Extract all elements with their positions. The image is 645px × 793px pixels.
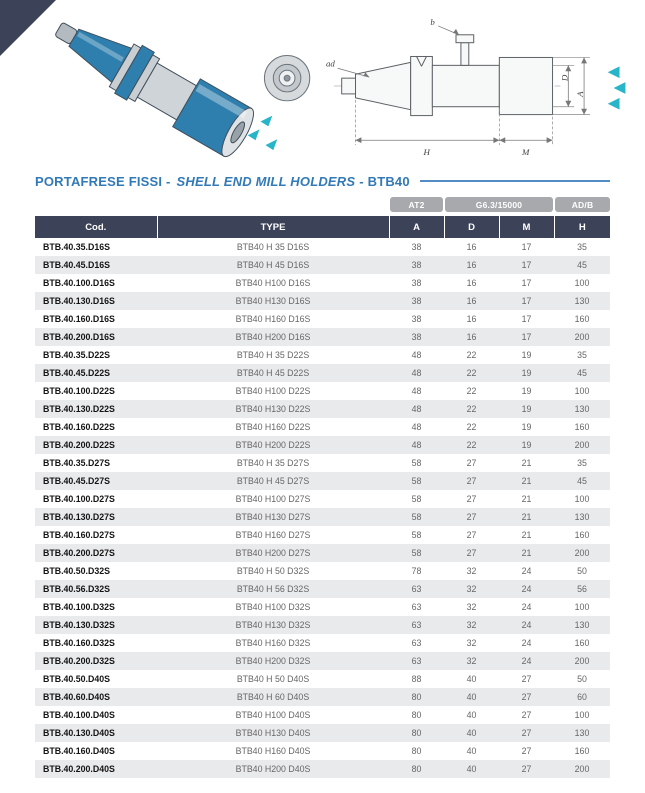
a-cell: 38 xyxy=(411,314,422,324)
type-cell: BTB40 H160 D16S xyxy=(235,314,311,324)
d-cell: 40 xyxy=(466,746,477,756)
d-cell: 32 xyxy=(466,638,477,648)
d-cell: 40 xyxy=(466,692,477,702)
d-cell: 16 xyxy=(466,278,477,288)
m-cell: 21 xyxy=(521,548,532,558)
a-cell: 80 xyxy=(411,728,422,738)
type-cell: BTB40 H 45 D16S xyxy=(236,260,310,270)
m-cell: 19 xyxy=(521,350,532,360)
d-cell: 22 xyxy=(466,386,477,396)
badge-adb: AD/B xyxy=(555,197,610,212)
a-cell: 63 xyxy=(411,638,422,648)
table-row xyxy=(35,742,610,760)
cod-cell: BTB.40.160.D22S xyxy=(43,422,115,432)
h-cell: 160 xyxy=(574,314,590,324)
d-cell: 40 xyxy=(466,674,477,684)
h-cell: 160 xyxy=(574,746,590,756)
a-cell: 80 xyxy=(411,710,422,720)
table-row xyxy=(35,328,610,346)
m-cell: 19 xyxy=(521,404,532,414)
m-cell: 24 xyxy=(521,584,532,594)
cod-cell: BTB.40.130.D40S xyxy=(43,728,115,738)
type-cell: BTB40 H200 D32S xyxy=(235,656,311,666)
type-cell: BTB40 H100 D40S xyxy=(235,710,311,720)
d-cell: 27 xyxy=(466,512,477,522)
a-cell: 58 xyxy=(411,458,422,468)
a-cell: 58 xyxy=(411,512,422,522)
a-cell: 48 xyxy=(411,350,422,360)
cod-cell: BTB.40.50.D32S xyxy=(43,566,110,576)
type-cell: BTB40 H160 D27S xyxy=(235,530,311,540)
m-cell: 27 xyxy=(521,674,532,684)
table-row xyxy=(35,526,610,544)
type-cell: BTB40 H200 D16S xyxy=(235,332,311,342)
m-cell: 19 xyxy=(521,386,532,396)
badge-at2: AT2 xyxy=(390,197,443,212)
cod-cell: BTB.40.130.D27S xyxy=(43,512,115,522)
d-cell: 40 xyxy=(466,710,477,720)
h-cell: 60 xyxy=(577,692,587,702)
h-cell: 200 xyxy=(574,440,590,450)
type-cell: BTB40 H200 D27S xyxy=(235,548,311,558)
m-cell: 17 xyxy=(521,296,532,306)
cod-cell: BTB.40.45.D22S xyxy=(43,368,110,378)
m-cell: 24 xyxy=(521,656,532,666)
h-cell: 100 xyxy=(574,386,590,396)
h-cell: 50 xyxy=(577,674,587,684)
a-cell: 58 xyxy=(411,494,422,504)
a-cell: 80 xyxy=(411,764,422,774)
m-cell: 21 xyxy=(521,476,532,486)
h-cell: 130 xyxy=(574,512,590,522)
holder-3d-render xyxy=(26,8,322,168)
page-title xyxy=(35,174,410,189)
d-cell: 40 xyxy=(466,764,477,774)
cod-cell: BTB.40.200.D22S xyxy=(43,440,115,450)
type-cell: BTB40 H130 D27S xyxy=(235,512,311,522)
h-cell: 50 xyxy=(577,566,587,576)
table-row xyxy=(35,472,610,490)
table-row xyxy=(35,706,610,724)
d-cell: 22 xyxy=(466,422,477,432)
table-row xyxy=(35,454,610,472)
dim-label-A: A xyxy=(574,91,585,97)
d-cell: 16 xyxy=(466,332,477,342)
spec-badge-row xyxy=(35,197,610,212)
header-type: TYPE xyxy=(157,216,389,238)
table-row xyxy=(35,292,610,310)
m-cell: 21 xyxy=(521,494,532,504)
h-cell: 130 xyxy=(574,404,590,414)
m-cell: 21 xyxy=(521,458,532,468)
type-cell: BTB40 H130 D22S xyxy=(235,404,311,414)
table-row xyxy=(35,364,610,382)
d-cell: 16 xyxy=(466,260,477,270)
h-cell: 45 xyxy=(577,368,587,378)
table-body xyxy=(35,238,610,778)
type-cell: BTB40 H 35 D27S xyxy=(236,458,310,468)
header-m: M xyxy=(499,216,554,238)
a-cell: 80 xyxy=(411,746,422,756)
m-cell: 24 xyxy=(521,566,532,576)
m-cell: 27 xyxy=(521,728,532,738)
illustration-area xyxy=(0,0,645,166)
table-row xyxy=(35,580,610,598)
coolant-arrows-icon xyxy=(607,66,625,109)
cod-cell: BTB.40.200.D16S xyxy=(43,332,115,342)
dim-label-b: b xyxy=(429,16,435,27)
d-cell: 27 xyxy=(466,494,477,504)
h-cell: 45 xyxy=(577,476,587,486)
type-cell: BTB40 H100 D32S xyxy=(235,602,311,612)
d-cell: 32 xyxy=(466,656,477,666)
cod-cell: BTB.40.160.D16S xyxy=(43,314,115,324)
a-cell: 58 xyxy=(411,476,422,486)
title-italian: PORTAFRESE FISSI - xyxy=(35,173,171,189)
section-title-row xyxy=(35,172,610,190)
cod-cell: BTB.40.200.D32S xyxy=(43,656,115,666)
badge-balancing: G6.3/15000 xyxy=(445,197,553,212)
m-cell: 19 xyxy=(521,368,532,378)
d-cell: 16 xyxy=(466,314,477,324)
cod-cell: BTB.40.45.D16S xyxy=(43,260,110,270)
title-model: - BTB40 xyxy=(359,173,410,189)
d-cell: 27 xyxy=(466,548,477,558)
d-cell: 27 xyxy=(466,458,477,468)
cod-cell: BTB.40.100.D40S xyxy=(43,710,115,720)
type-cell: BTB40 H 35 D22S xyxy=(236,350,310,360)
table-row xyxy=(35,310,610,328)
title-english: SHELL END MILL HOLDERS xyxy=(176,173,356,189)
type-cell: BTB40 H 35 D16S xyxy=(236,242,310,252)
holder-front-view xyxy=(264,55,309,100)
h-cell: 200 xyxy=(574,656,590,666)
type-cell: BTB40 H130 D32S xyxy=(235,620,311,630)
a-cell: 48 xyxy=(411,440,422,450)
cod-cell: BTB.40.100.D22S xyxy=(43,386,115,396)
type-cell: BTB40 H130 D40S xyxy=(235,728,311,738)
h-cell: 130 xyxy=(574,728,590,738)
cod-cell: BTB.40.56.D32S xyxy=(43,584,110,594)
a-cell: 48 xyxy=(411,368,422,378)
corner-ribbon-accent xyxy=(0,56,46,102)
header-cod: Cod. xyxy=(35,216,157,238)
table-row xyxy=(35,382,610,400)
h-cell: 35 xyxy=(577,242,587,252)
a-cell: 38 xyxy=(411,242,422,252)
cod-cell: BTB.40.130.D22S xyxy=(43,404,115,414)
table-row xyxy=(35,238,610,256)
h-cell: 130 xyxy=(574,296,590,306)
a-cell: 38 xyxy=(411,296,422,306)
a-cell: 38 xyxy=(411,278,422,288)
dim-label-D: D xyxy=(558,74,569,82)
cod-cell: BTB.40.160.D27S xyxy=(43,530,115,540)
cod-cell: BTB.40.160.D32S xyxy=(43,638,115,648)
d-cell: 27 xyxy=(466,530,477,540)
cod-cell: BTB.40.130.D16S xyxy=(43,296,115,306)
cod-cell: BTB.40.45.D27S xyxy=(43,476,110,486)
d-cell: 16 xyxy=(466,242,477,252)
h-cell: 200 xyxy=(574,332,590,342)
m-cell: 21 xyxy=(521,512,532,522)
d-cell: 32 xyxy=(466,602,477,612)
cod-cell: BTB.40.60.D40S xyxy=(43,692,110,702)
table-row xyxy=(35,346,610,364)
dim-label-H: H xyxy=(423,146,430,157)
header-d: D xyxy=(444,216,499,238)
cod-cell: BTB.40.100.D27S xyxy=(43,494,115,504)
h-cell: 200 xyxy=(574,548,590,558)
type-cell: BTB40 H200 D22S xyxy=(235,440,311,450)
a-cell: 63 xyxy=(411,602,422,612)
table-row xyxy=(35,418,610,436)
table-row xyxy=(35,724,610,742)
h-cell: 130 xyxy=(574,620,590,630)
h-cell: 35 xyxy=(577,350,587,360)
type-cell: BTB40 H 50 D32S xyxy=(236,566,310,576)
m-cell: 17 xyxy=(521,242,532,252)
dim-label-M: M xyxy=(521,146,529,157)
type-cell: BTB40 H 45 D27S xyxy=(236,476,310,486)
m-cell: 19 xyxy=(521,422,532,432)
table-row xyxy=(35,652,610,670)
type-cell: BTB40 H100 D22S xyxy=(235,386,311,396)
d-cell: 22 xyxy=(466,368,477,378)
type-cell: BTB40 H 56 D32S xyxy=(236,584,310,594)
m-cell: 27 xyxy=(521,692,532,702)
d-cell: 32 xyxy=(466,566,477,576)
a-cell: 63 xyxy=(411,584,422,594)
m-cell: 17 xyxy=(521,332,532,342)
h-cell: 45 xyxy=(577,260,587,270)
a-cell: 48 xyxy=(411,386,422,396)
d-cell: 22 xyxy=(466,350,477,360)
d-cell: 32 xyxy=(466,584,477,594)
h-cell: 100 xyxy=(574,710,590,720)
table-row xyxy=(35,400,610,418)
cod-cell: BTB.40.160.D40S xyxy=(43,746,115,756)
type-cell: BTB40 H160 D32S xyxy=(235,638,311,648)
h-cell: 56 xyxy=(577,584,587,594)
type-cell: BTB40 H100 D16S xyxy=(235,278,311,288)
table-row xyxy=(35,544,610,562)
table-row xyxy=(35,256,610,274)
dimension-table xyxy=(35,216,610,778)
m-cell: 24 xyxy=(521,602,532,612)
table-row xyxy=(35,688,610,706)
d-cell: 27 xyxy=(466,476,477,486)
header-a: A xyxy=(389,216,444,238)
type-cell: BTB40 H130 D16S xyxy=(235,296,311,306)
m-cell: 17 xyxy=(521,260,532,270)
h-cell: 35 xyxy=(577,458,587,468)
a-cell: 80 xyxy=(411,692,422,702)
type-cell: BTB40 H 50 D40S xyxy=(236,674,310,684)
cod-cell: BTB.40.130.D32S xyxy=(43,620,115,630)
table-row xyxy=(35,562,610,580)
cod-cell: BTB.40.200.D27S xyxy=(43,548,115,558)
d-cell: 22 xyxy=(466,440,477,450)
d-cell: 16 xyxy=(466,296,477,306)
table-row xyxy=(35,598,610,616)
h-cell: 100 xyxy=(574,278,590,288)
a-cell: 63 xyxy=(411,656,422,666)
type-cell: BTB40 H100 D27S xyxy=(235,494,311,504)
d-cell: 40 xyxy=(466,728,477,738)
cod-cell: BTB.40.200.D40S xyxy=(43,764,115,774)
h-cell: 100 xyxy=(574,602,590,612)
header-h: H xyxy=(554,216,610,238)
table-row xyxy=(35,508,610,526)
a-cell: 48 xyxy=(411,422,422,432)
h-cell: 200 xyxy=(574,764,590,774)
a-cell: 38 xyxy=(411,332,422,342)
cod-cell: BTB.40.50.D40S xyxy=(43,674,110,684)
table-row xyxy=(35,490,610,508)
a-cell: 58 xyxy=(411,530,422,540)
table-row xyxy=(35,616,610,634)
corner-ribbon xyxy=(0,0,56,56)
cod-cell: BTB.40.100.D16S xyxy=(43,278,115,288)
m-cell: 27 xyxy=(521,764,532,774)
table-row xyxy=(35,670,610,688)
type-cell: BTB40 H160 D40S xyxy=(235,746,311,756)
title-rule xyxy=(420,180,610,182)
type-cell: BTB40 H200 D40S xyxy=(235,764,311,774)
a-cell: 88 xyxy=(411,674,422,684)
table-row xyxy=(35,436,610,454)
cod-cell: BTB.40.35.D16S xyxy=(43,242,110,252)
m-cell: 27 xyxy=(521,710,532,720)
table-header xyxy=(35,216,610,238)
m-cell: 21 xyxy=(521,530,532,540)
h-cell: 160 xyxy=(574,530,590,540)
a-cell: 48 xyxy=(411,404,422,414)
h-cell: 160 xyxy=(574,422,590,432)
table-row xyxy=(35,760,610,778)
table-row xyxy=(35,274,610,292)
m-cell: 24 xyxy=(521,638,532,648)
cod-cell: BTB.40.35.D27S xyxy=(43,458,110,468)
m-cell: 17 xyxy=(521,314,532,324)
m-cell: 19 xyxy=(521,440,532,450)
a-cell: 63 xyxy=(411,620,422,630)
m-cell: 27 xyxy=(521,746,532,756)
h-cell: 160 xyxy=(574,638,590,648)
dim-label-ad: ad xyxy=(325,58,335,69)
a-cell: 78 xyxy=(411,566,422,576)
type-cell: BTB40 H 60 D40S xyxy=(236,692,310,702)
a-cell: 58 xyxy=(411,548,422,558)
m-cell: 17 xyxy=(521,278,532,288)
type-cell: BTB40 H160 D22S xyxy=(235,422,311,432)
d-cell: 22 xyxy=(466,404,477,414)
cod-cell: BTB.40.35.D22S xyxy=(43,350,110,360)
h-cell: 100 xyxy=(574,494,590,504)
type-cell: BTB40 H 45 D22S xyxy=(236,368,310,378)
d-cell: 32 xyxy=(466,620,477,630)
m-cell: 24 xyxy=(521,620,532,630)
table-row xyxy=(35,634,610,652)
a-cell: 38 xyxy=(411,260,422,270)
cod-cell: BTB.40.100.D32S xyxy=(43,602,115,612)
holder-technical-drawing xyxy=(322,8,627,168)
